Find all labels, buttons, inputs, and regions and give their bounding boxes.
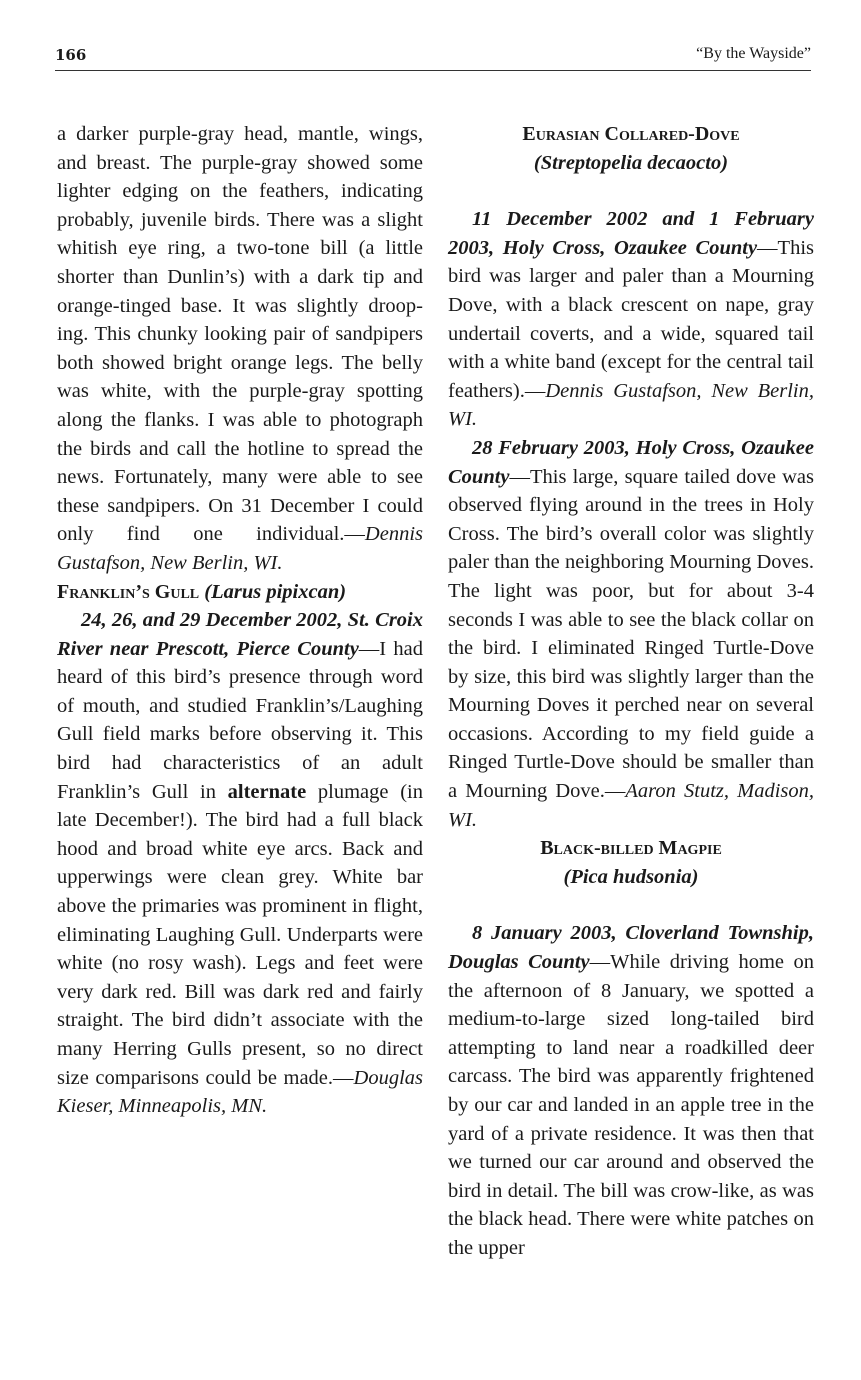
entry-text: —While driving home on the afternoon of 8 January, we spotted a medium-to-large sized long-tailed bird attempting to land near a roadkilled deer carcass. The bird was apparently frightened by our car and landed in an apple tree in the yard of a private residence. It was then that we turned our car around and observed the bird in detail. The bill was crow-like, as was the black head. There were white patches on the upper — [448, 951, 814, 1259]
entry-text: a darker purple-gray head, mantle, wings, and breast. The purple-gray showed some lighter edging on the feathers, indicating probably, juvenile birds. There was a slight whitish eye ring, a two-tone bill (a little shorter than Dunlin’s) with a dark tip and orange-tinged base. It was slightly drooping. This chunky looking pair of sandpipers both showed bright orange legs. The belly was white, with the purple-gray spotting along the flanks. I was able to photograph the birds and call the hotline to spread the news. Fortunately, many were able to see these sandpipers. On 31 December I could only find one individual.— — [57, 123, 423, 546]
entry-date-location: 8 January 2003, Cloverland Township, Douglas County — [448, 922, 814, 974]
species-common-name: Black-billed Magpie — [540, 837, 722, 860]
entry-date-location: 28 February 2003, Holy Cross, Ozaukee County — [448, 436, 814, 488]
sighting-entry — [57, 606, 423, 1121]
species-common-name: Eurasian Collared-Dove — [522, 123, 740, 145]
entry-date-location: 24, 26, and 29 December 2002, St. Croix River near Prescott, Pierce County — [57, 609, 423, 660]
sighting-entry — [448, 919, 814, 1262]
species-scientific-name: Streptopelia decaocto — [540, 151, 722, 174]
species-heading-eurasian-collared-dove — [448, 120, 814, 177]
entry-date-location: 11 December 2002 and 1 February 2003, Holy Cross, Ozaukee County — [448, 208, 814, 259]
paren-close: ) — [691, 865, 699, 888]
observer-credit: Dennis Gustafson, New Berlin, WI. — [448, 379, 814, 431]
paren-close: ) — [339, 580, 347, 603]
entry-text: —This bird was larger and paler than a Mourning Dove, with a black crescent on nape, gray undertail coverts, and a wide, squared tail with a white band (except for the central tail feathers).— — [448, 236, 814, 402]
observer-credit: Dennis Gustafson, New Berlin, WI. — [57, 523, 423, 574]
paren-close: ) — [721, 151, 729, 174]
running-title: “By the Wayside” — [696, 45, 811, 62]
sighting-entry — [448, 205, 814, 434]
observer-credit: Douglas Kieser, Minneapolis, MN. — [57, 1066, 423, 1118]
species-scientific-name: Larus pipixcan — [211, 580, 340, 603]
observer-credit: Aaron Stutz, Madison, WI. — [448, 780, 814, 831]
page-header — [55, 42, 811, 71]
paren-open: ( — [533, 151, 541, 174]
left-column — [57, 120, 423, 1121]
page-number: 166 — [55, 46, 87, 64]
species-heading-franklins-gull — [57, 578, 423, 607]
continued-entry — [57, 120, 423, 578]
sighting-entry — [448, 434, 814, 834]
species-common-name: Franklin’s Gull — [57, 580, 200, 603]
paren-open: ( — [563, 865, 571, 888]
species-heading-black-billed-magpie — [448, 834, 814, 891]
right-column — [448, 120, 814, 1263]
entry-text: —I had heard of this bird’s presence through word of mouth, and studied Franklin’s/Laughing Gull field marks before observing it. This bird had characteristics of an adult Franklin’s Gull in — [57, 637, 423, 803]
paren-open: ( — [199, 580, 212, 603]
species-scientific-name: Pica hudsonia — [570, 865, 692, 888]
entry-text-continued: plumage (in late December!). The bird had a full black hood and broad white eye arcs. Back and upperwings were clean grey. White bar above the primaries was prominent in flight, eliminating Laughing Gull. Underparts were white (no rosy wash). Legs and feet were very dark red. Bill was dark red and fairly straight. The bird didn’t associate with the many Herring Gulls present, so no direct size comparisons could be made.— — [57, 780, 423, 1089]
entry-text: —This large, square tailed dove was observed flying around in the trees in Holy Cross. The bird’s overall color was slightly paler than the neighboring Mourning Doves. The light was poor, but for about 3-4 seconds I was able to see the black collar on the bird. I eliminated Ringed Turtle-Dove by size, this bird was slightly larger than the Mourning Doves it perched near on several occasions. According to my field guide a Ringed Turtle-Dove should be smaller than a Mourning Dove.— — [448, 465, 814, 803]
entry-emphasis: alternate — [227, 780, 307, 803]
